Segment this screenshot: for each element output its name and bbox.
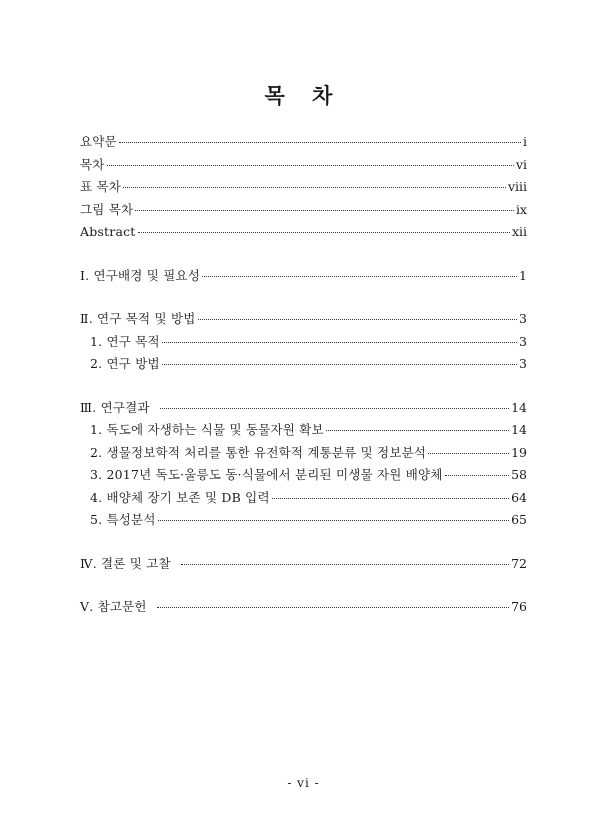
dot-leader bbox=[162, 342, 517, 343]
dot-leader bbox=[158, 520, 509, 521]
toc-entry-page: 64 bbox=[511, 489, 527, 505]
dot-leader bbox=[119, 142, 521, 143]
toc-entry-page: xii bbox=[511, 224, 527, 239]
dot-leader bbox=[157, 607, 509, 608]
toc-entry-page: vi bbox=[515, 156, 527, 172]
toc-section-2-1[interactable] bbox=[80, 331, 527, 354]
toc-entry-page: 14 bbox=[511, 422, 527, 437]
table-of-contents bbox=[80, 131, 527, 619]
toc-entry-page: 72 bbox=[511, 555, 527, 571]
dot-leader bbox=[428, 453, 509, 454]
dot-leader bbox=[135, 210, 514, 211]
toc-entry-page: ix bbox=[515, 201, 527, 217]
toc-entry-title: 1. 연구 목적 bbox=[90, 333, 160, 349]
dot-leader bbox=[138, 232, 510, 233]
toc-entry-title: 4. 배양체 장기 보존 및 DB 입력 bbox=[90, 489, 270, 505]
toc-chapter-1[interactable] bbox=[80, 265, 527, 288]
toc-entry-page: 76 bbox=[511, 599, 527, 614]
dot-leader bbox=[162, 364, 517, 365]
toc-section-3-2[interactable] bbox=[80, 442, 527, 465]
page-number-footer: - vi - bbox=[287, 776, 320, 790]
toc-chapter-4[interactable] bbox=[80, 553, 527, 576]
toc-entry-list-of-tables[interactable] bbox=[80, 176, 527, 199]
toc-section-3-3[interactable] bbox=[80, 464, 527, 487]
dot-leader bbox=[198, 319, 518, 320]
toc-entry-title: 2. 연구 방법 bbox=[90, 356, 160, 371]
toc-section-3-4[interactable] bbox=[80, 487, 527, 510]
toc-entry-page: 3 bbox=[519, 356, 527, 371]
toc-entry-title: Ⅳ. 결론 및 고찰 bbox=[80, 555, 171, 571]
toc-entry-page: 1 bbox=[519, 267, 527, 283]
toc-entry-title: 표 목차 bbox=[80, 179, 121, 194]
toc-entry-list-of-figures[interactable] bbox=[80, 199, 527, 222]
toc-entry-summary[interactable] bbox=[80, 131, 527, 154]
dot-leader bbox=[160, 408, 509, 409]
toc-chapter-5[interactable] bbox=[80, 596, 527, 619]
toc-entry-title: 2. 생물정보학적 처리를 통한 유전학적 계통분류 및 정보분석 bbox=[90, 444, 427, 460]
toc-entry-title: Ⅱ. 연구 목적 및 방법 bbox=[80, 311, 196, 326]
toc-entry-title: Ⅰ. 연구배경 및 필요성 bbox=[80, 267, 201, 283]
toc-entry-page: 3 bbox=[519, 333, 527, 349]
toc-entry-title: Ⅲ. 연구결과 bbox=[80, 399, 150, 415]
toc-entry-page: viii bbox=[507, 179, 527, 194]
page-title: 목 차 bbox=[264, 83, 343, 108]
toc-entry-page: 3 bbox=[519, 311, 527, 326]
toc-entry-title: 1. 독도에 자생하는 식물 및 동물자원 확보 bbox=[90, 422, 324, 437]
toc-entry-page: 19 bbox=[511, 444, 527, 460]
toc-entry-contents[interactable] bbox=[80, 154, 527, 177]
dot-leader bbox=[202, 276, 517, 277]
toc-section-3-5[interactable] bbox=[80, 509, 527, 532]
dot-leader bbox=[181, 564, 509, 565]
dot-leader bbox=[107, 165, 514, 166]
toc-chapter-3[interactable] bbox=[80, 397, 527, 420]
dot-leader bbox=[326, 430, 509, 431]
toc-entry-title: Ⅴ. 참고문헌 bbox=[80, 599, 147, 614]
toc-entry-title: 3. 2017년 독도·울릉도 동·식물에서 분리된 미생물 자원 배양체 bbox=[90, 467, 443, 482]
toc-chapter-2[interactable] bbox=[80, 308, 527, 331]
toc-section-3-1[interactable] bbox=[80, 419, 527, 442]
dot-leader bbox=[272, 498, 509, 499]
toc-entry-abstract[interactable] bbox=[80, 221, 527, 244]
dot-leader bbox=[445, 475, 510, 476]
toc-entry-title: 5. 특성분석 bbox=[90, 512, 156, 527]
toc-entry-page: 14 bbox=[511, 399, 527, 415]
toc-section-2-2[interactable] bbox=[80, 353, 527, 376]
toc-entry-title: 그림 목차 bbox=[80, 201, 134, 217]
dot-leader bbox=[123, 187, 506, 188]
toc-entry-page: 58 bbox=[511, 467, 527, 482]
toc-entry-title: 목차 bbox=[80, 156, 105, 172]
toc-entry-page: i bbox=[523, 134, 527, 149]
toc-entry-title: 요약문 bbox=[80, 134, 117, 149]
toc-entry-page: 65 bbox=[511, 512, 527, 527]
toc-entry-title: Abstract bbox=[80, 224, 136, 239]
